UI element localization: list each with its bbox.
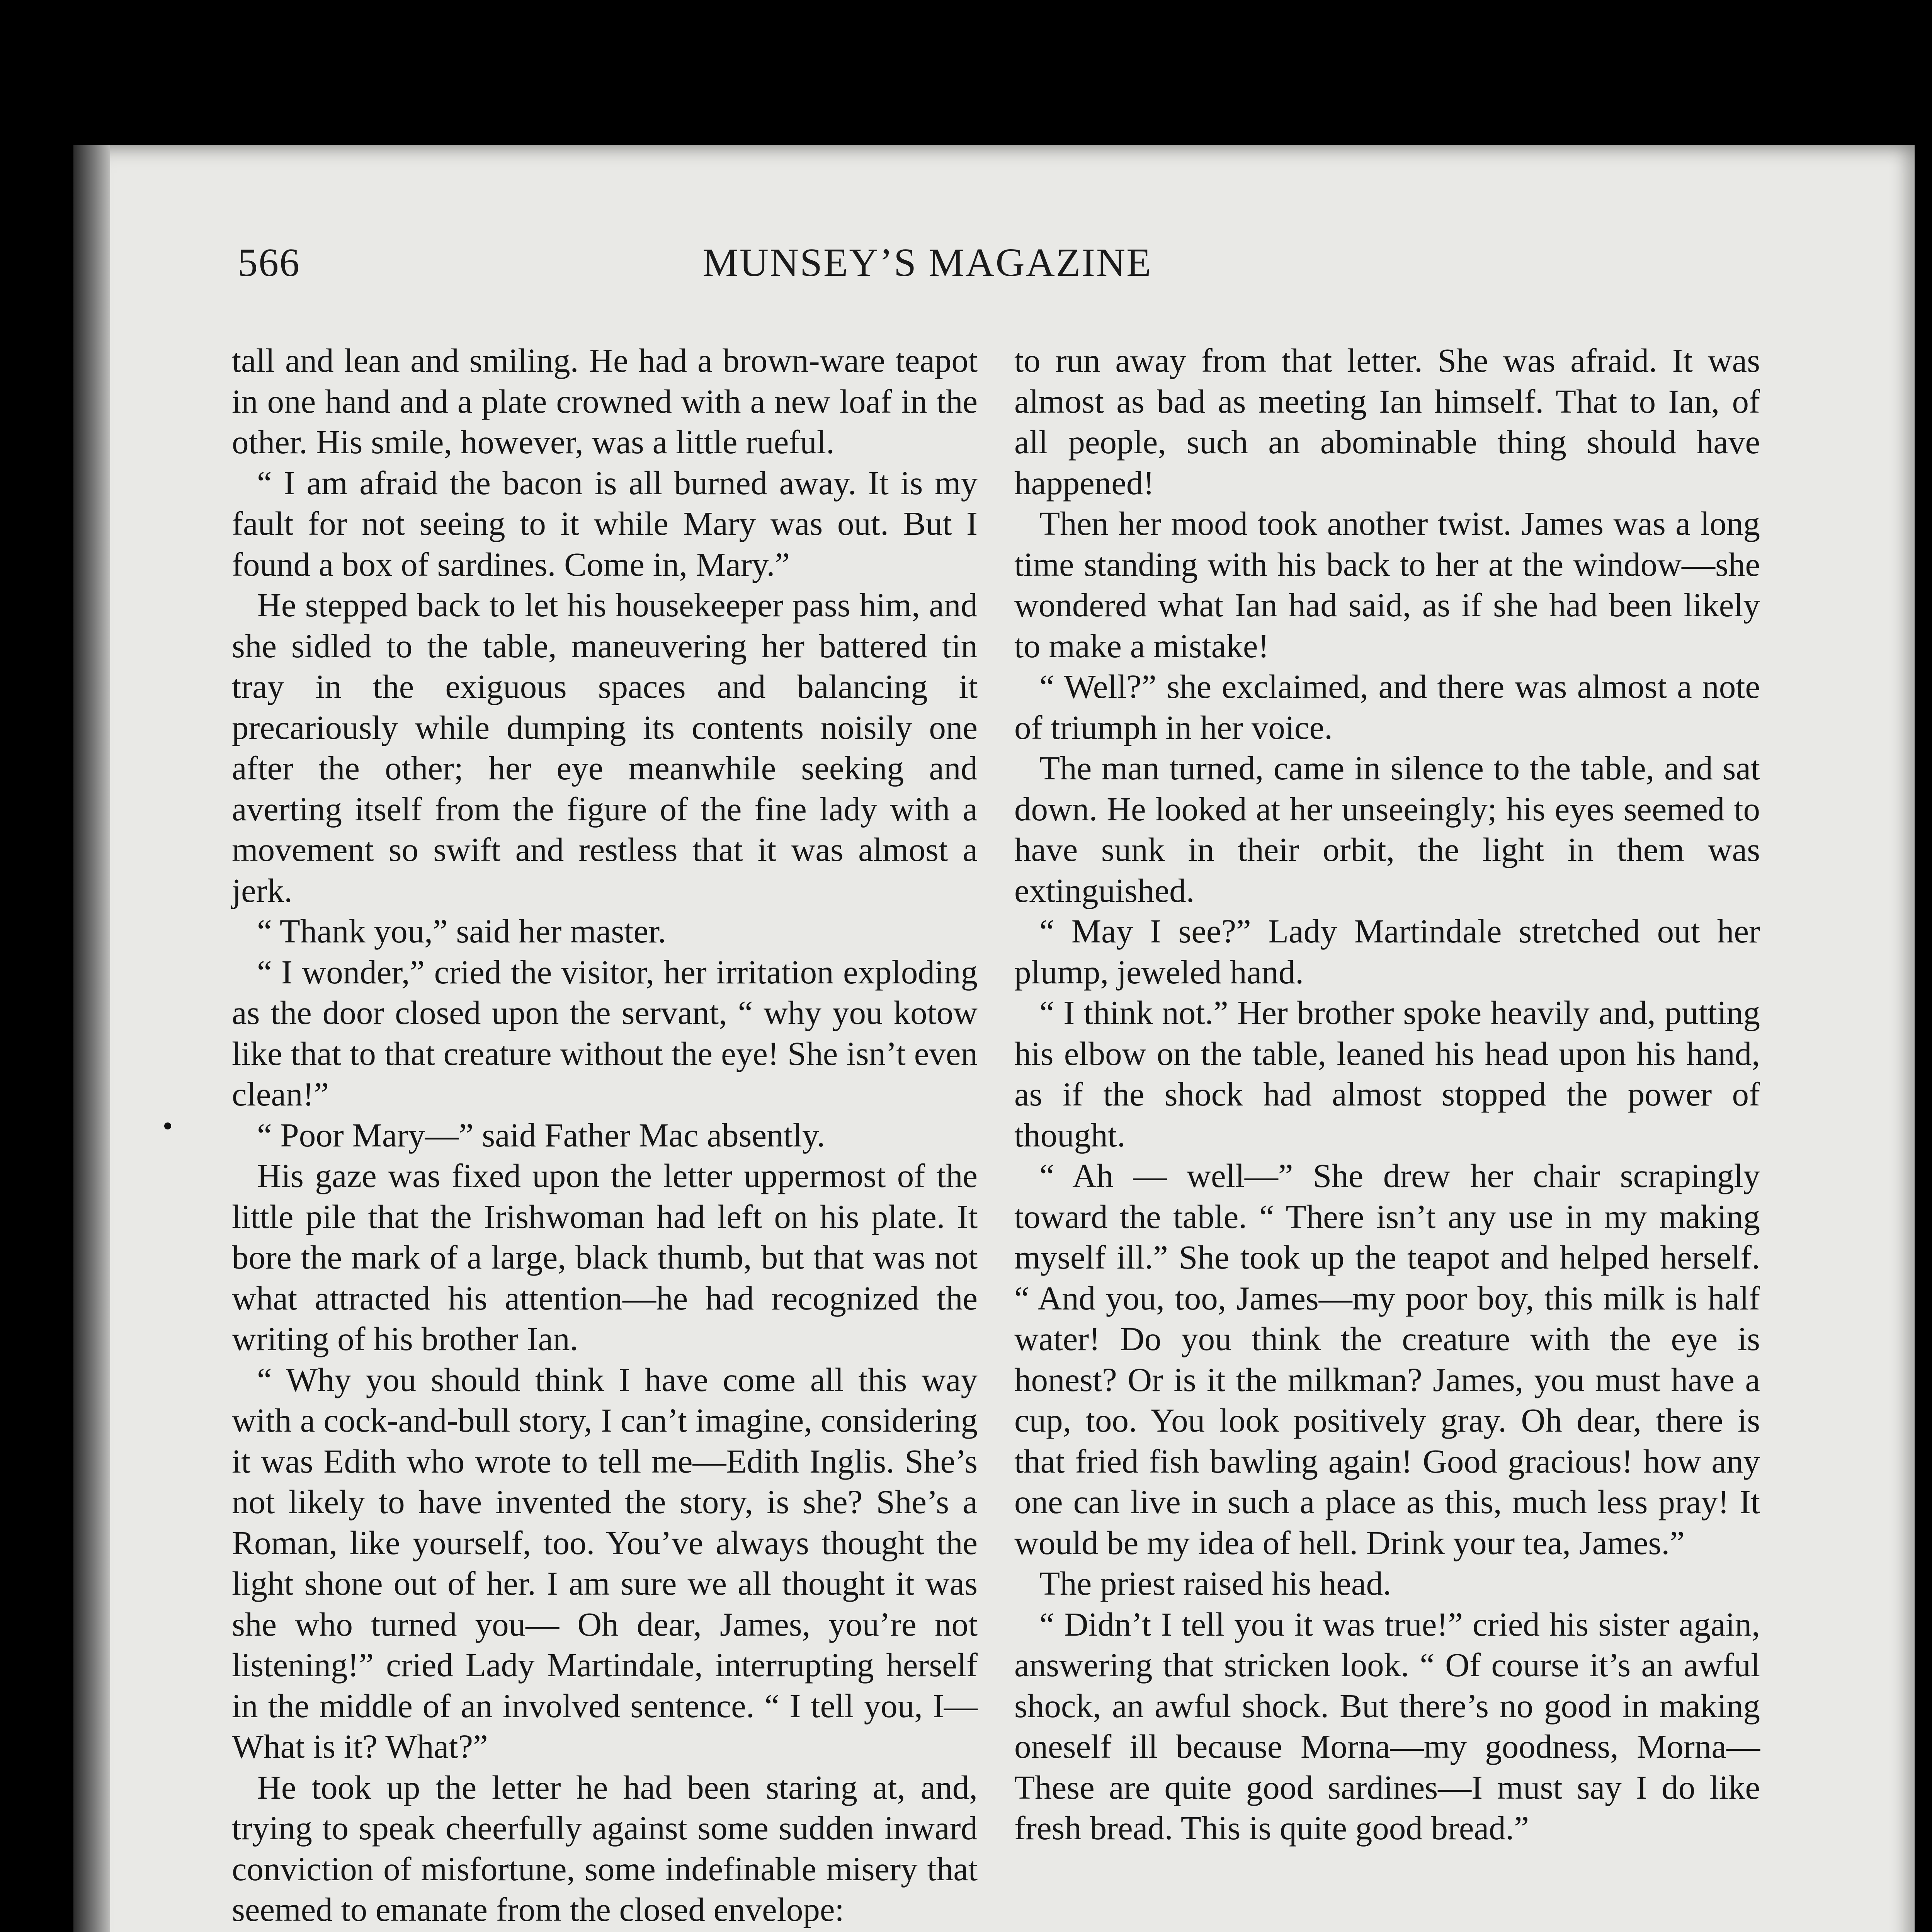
paragraph: “ May I see?” Lady Martindale stretched out her plump, jeweled hand. (1014, 912, 1760, 991)
left-column (232, 340, 978, 1932)
paragraph: “ Why you should think I have come all this way with a cock-and-bull story, I can’t imagine, considering it was Edith who wrote to tell me—Edith Inglis. She’s not likely to have invented the story, is she? She’s a Roman, like yourself, too. You’ve always thought the light shone out of her. I am sure we all thought it was she who turned you— Oh dear, James, you’re not listening!” cried Lady Martindale, interrupting herself in the middle of an involved sentence. “ I tell you, I— What is it? What?” (232, 1361, 978, 1765)
page-number: 566 (238, 240, 300, 285)
page-gutter-shadow (73, 145, 110, 1932)
right-column (1014, 340, 1760, 1932)
paragraph: “ I think not.” Her brother spoke heavily and, putting his elbow on the table, leaned his head upon his hand, as if the shock had almost stopped the power of thought. (1014, 994, 1760, 1154)
running-title: MUNSEY’S MAGAZINE (702, 240, 1152, 285)
paragraph: Then her mood took another twist. James was a long time standing with his back to her at the window—she wondered what Ian had said, as if she had been likely to make a mistake! (1014, 505, 1760, 665)
paragraph: He stepped back to let his housekeeper pass him, and she sidled to the table, maneuvering her battered tin tray in the exiguous spaces and balancing it precariously while dumping its contents noisily one after the other; her eye meanwhile seeking and averting itself from the figure of the fine lady with a movement so swift and restless that it was almost a jerk. (232, 586, 978, 909)
paragraph: The priest raised his head. (1039, 1565, 1391, 1602)
paragraph: The man turned, came in silence to the table, and sat down. He looked at her unseeingly; his eyes seemed to have sunk in their orbit, the light in them was extinguished. (1014, 749, 1760, 909)
dust-speck (164, 1122, 171, 1129)
paragraph: “ Didn’t I tell you it was true!” cried his sister again, answering that stricken look. “ Of course it’s an awful shock, an awful shock. But there’s no good in making oneself ill because Morna—my goodness, Morna— These are quite good sardines—I must say I do like fresh bread. This is quite good bread.” (1014, 1605, 1760, 1847)
section-break (1014, 1849, 1760, 1930)
paragraph: “ Ah — well—” She drew her chair scrapingly toward the table. “ There isn’t any use in my making myself ill.” She took up the teapot and helped herself. “ And you, too, James—my poor boy, this milk is half water! Do you think the creature with the eye is honest? Or is it the milkman? James, you must have a cup, too. You look positively gray. Oh dear, there is that fried fish bawling again! Good gracious! how any one can live in such a place as this, much less pray! It would be my idea of hell. Drink your tea, James.” (1014, 1157, 1760, 1561)
paragraph (1014, 1930, 1760, 1932)
page-header (238, 240, 1617, 298)
paragraph: tall and lean and smiling. He had a brown-ware teapot in one hand and a plate crowned with a new loaf in the other. His smile, however, was a little rueful. (232, 342, 978, 461)
paragraph: “ Thank you,” said her master. (257, 912, 666, 950)
paragraph: “ Well?” she exclaimed, and there was almost a note of triumph in her voice. (1014, 668, 1760, 746)
paragraph: His gaze was fixed upon the letter uppermost of the little pile that the Irishwoman had left on his plate. It bore the mark of a large, black thumb, but that was not what attracted his attention—he had recognized the writing of his brother Ian. (232, 1157, 978, 1357)
paragraph (232, 1930, 978, 1932)
paragraph: “ I am afraid the bacon is all burned away. It is my fault for not seeing to it while Mary was out. But I found a box of sardines. Come in, Mary.” (232, 464, 978, 583)
paragraph: to run away from that letter. She was afraid. It was almost as bad as meeting Ian himself. That to Ian, of all people, such an abominable thing should have happened! (1014, 342, 1760, 502)
paragraph: “ Poor Mary—” said Father Mac absently. (257, 1116, 825, 1154)
paragraph: “ I wonder,” cried the visitor, her irritation exploding as the door closed upon the servant, “ why you kotow like that to that creature without the eye! She isn’t even clean!” (232, 953, 978, 1113)
paragraph: He took up the letter he had been staring at, and, trying to speak cheerfully against some sudden inward conviction of misfortune, some indefinable misery that seemed to emanate from the closed envelope: (232, 1768, 978, 1928)
